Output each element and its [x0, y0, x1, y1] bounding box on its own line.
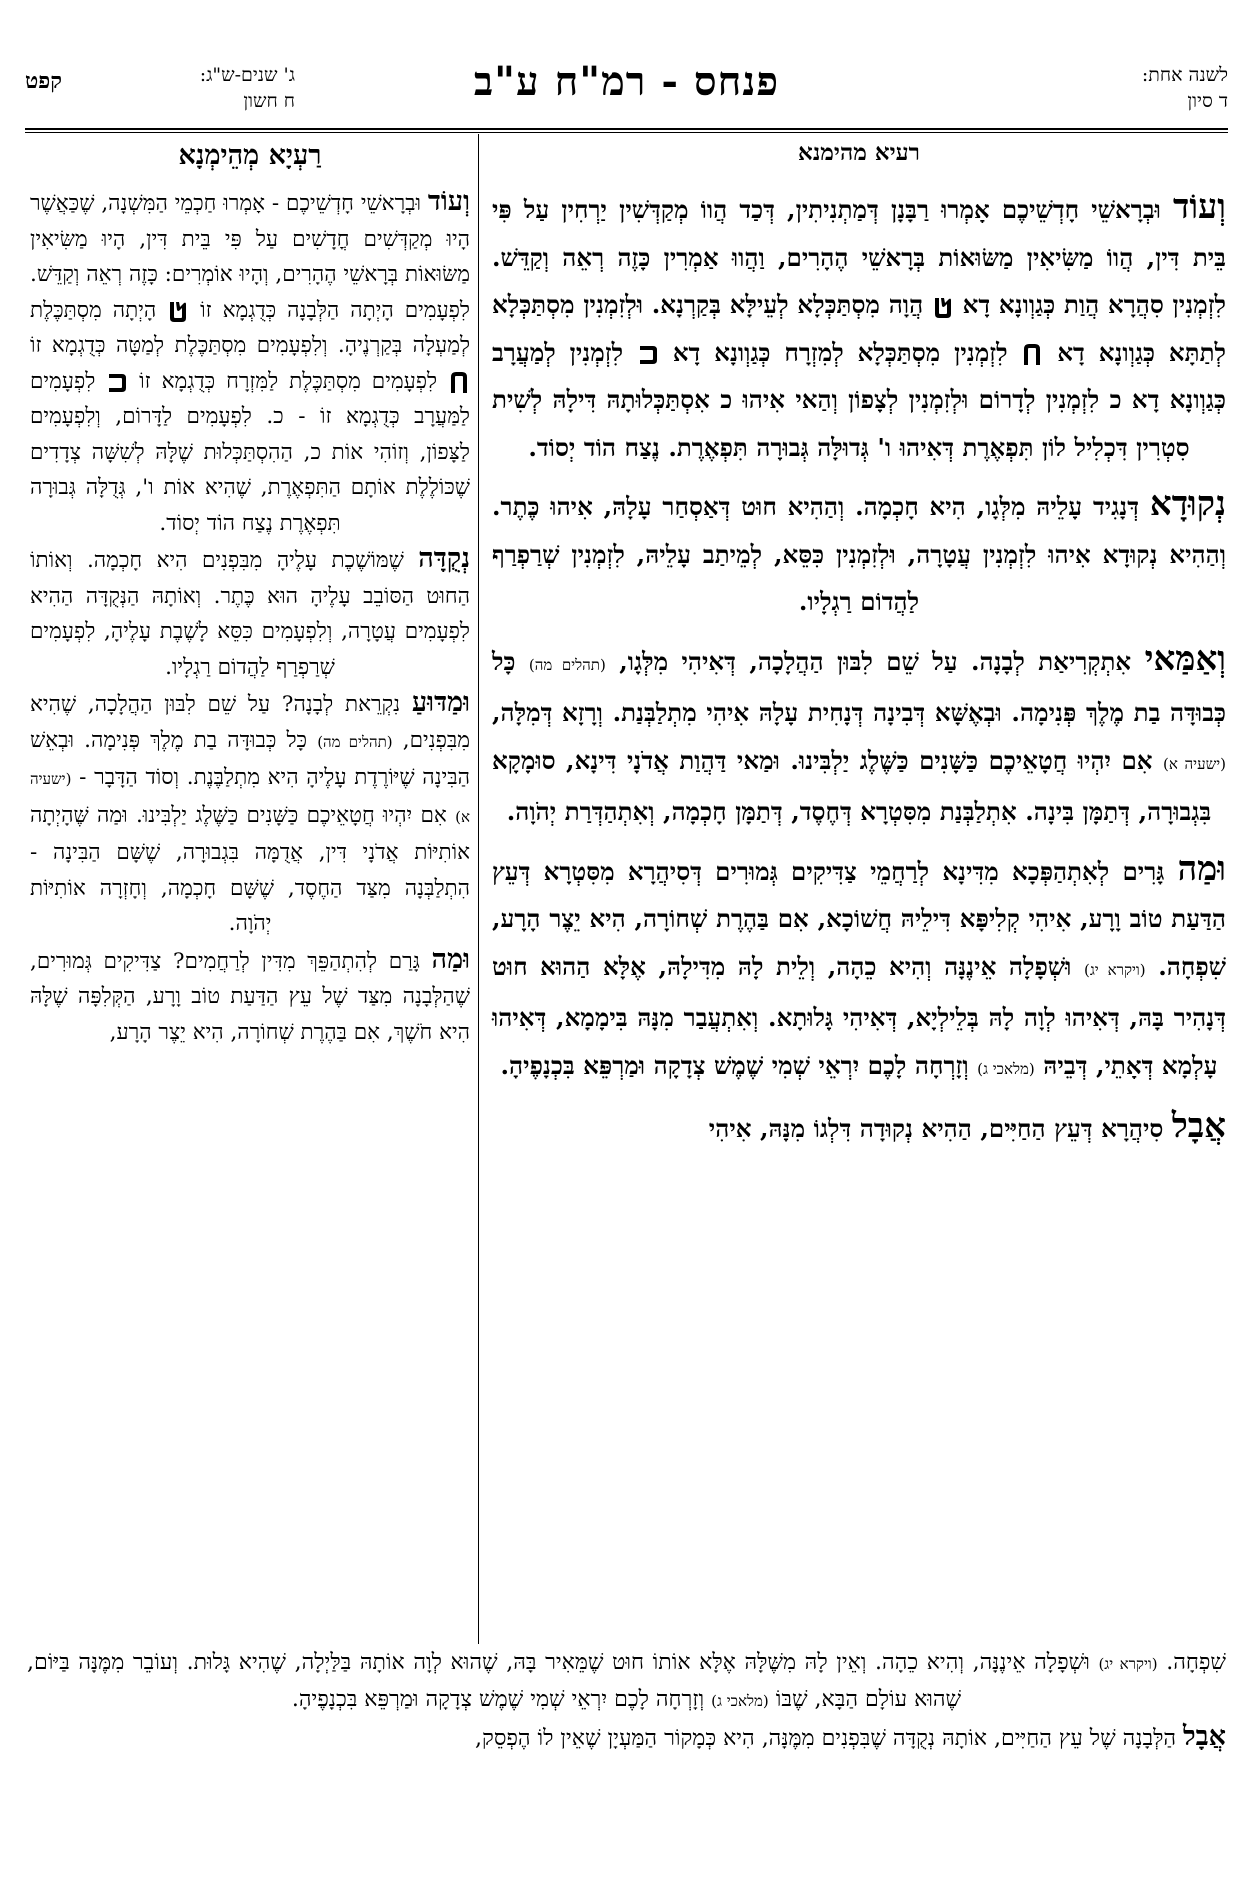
tet-letter-icon — [167, 298, 189, 324]
header-left-dates — [95, 62, 295, 114]
paragraph-nekuda-he — [30, 541, 470, 685]
text-run: אִם יִהְיוּ חֲטָאֵיכֶם כַּשָּׁנִים כַּשֶּׁלֶג יַלְבִּינוּ. וּמַה שֶּׁהָיְתָה אוֹתִיּוֹת אֲדֹנָי דִּין, אֲדֻמָּה בִּגְבוּרָה, שֶׁשָּׁם הַבִּינָה - הִתְלַבְּנָה מִצַּד הַחֶסֶד, שֶׁשָּׁם חָכְמָה, וְחָזְרָה אוֹתִיּוֹת יְהֹוָה. — [30, 802, 470, 936]
header-left-line2: ח חשון — [243, 90, 295, 112]
bottom-full-width-text — [27, 1645, 1226, 1757]
lead-word: וּמַה — [431, 943, 470, 975]
text-run: שֶׁמּוֹשֶׁכֶת עָלֶיהָ מִבִּפְנִים הִיא חָכְמָה. וְאוֹתוֹ הַחוּט הַסּוֹבֵב עָלֶיהָ הוּא כֶּתֶר. וְאוֹתָהּ הַנְּקֻדָּה הַהִיא לִפְעָמִים עֲטָרָה, וְלִפְעָמִים כִּסֵּא לָשֶׁבֶת עָלֶיהָ, לִפְעָמִים שְׁרַפְרַף לַהֲדוֹם רַגְלָיו. — [30, 548, 470, 680]
paragraph-umah — [492, 846, 1226, 1094]
text-run: לִפְעָמִים מִסְתַּכֶּלֶת לַמִּזְרָח כְּדֻגְמָא זוֹ — [139, 368, 448, 394]
paragraph-shifcha-he — [27, 1645, 1226, 1719]
text-run: הֲוָה מִסְתַּכְּלָא לְעֵילָּא בְּקַרְנָא. וּלְזִמְנִין מִסְתַּכְּלָא לְתַתָּא כְּגַוְונָא דָא — [492, 290, 1226, 367]
text-run: הָיְתָה מִסְתַּכֶּלֶת לְמַעְלָה בְּקַרְנֶיהָ. וְלִפְעָמִים מִסְתַּכֶּלֶת לְמַטָּה כְּדֻגְמָא זוֹ — [30, 297, 470, 358]
page-title: פנחס - רמ"ח ע"ב — [473, 58, 780, 105]
paragraph-umah-he — [30, 942, 470, 1051]
text-run: אִם יִהְיוּ חֲטָאֵיכֶם כַּשָּׁנִים כַּשֶּׁלֶג יַלְבִּינוּ. וּמַאי דַּהֲוַת אֲדֹנָי דִּינָא, סוּמָקָא בִּגְבוּרָה, דְּתַמָּן בִּינָה. אִתְלַבְּנַת מִסִּטְרָא דְּחֶסֶד, דְּתַמָּן חָכְמָה, וְאִתְהַדְּרַת יְהֹוָה. — [492, 745, 1212, 826]
header-rule — [25, 128, 1228, 130]
citation: (ישעיה א) — [1162, 754, 1226, 773]
header-left-line1: ג' שנים-ש"ג: — [199, 64, 295, 86]
text-run: לִפְעָמִים לַמַּעֲרָב כְּדֻגְמָא זוֹ - כ. לִפְעָמִים לַדָּרוֹם, וְלִפְעָמִים לַצָּפוֹן, וְזוֹהִי אוֹת כ, הַהִסְתַּכְּלוּת שֶׁלָּהּ לְשִׁשָּׁה צְדָדִים שֶׁכּוֹלֶלֶת אוֹתָם הַתִּפְאֶרֶת, שֶׁהִיא אוֹת ו', גְּדֻלָּה גְּבוּרָה תִּפְאֶרֶת נֶצַח הוֹד יְסוֹד. — [30, 368, 470, 536]
citation: (ויקרא יג) — [1098, 1655, 1158, 1673]
paragraph-aval — [492, 1103, 1226, 1153]
paragraph-veod — [492, 184, 1226, 471]
text-run: כָּל כְּבוּדָּה בַת מֶלֶךְ פְּנִימָה. וּבְאֶשָּׁא דְּבִינָה דְּנָחִית עָלָהּ אִיהִי מִתְלַבְּנַת. וְרָזָא דְּמִלָּה, — [492, 646, 1226, 727]
right-column-aramaic — [492, 136, 1226, 1163]
column-divider — [478, 134, 479, 1644]
right-column-heading: רעיא מהימנא — [798, 139, 920, 166]
text-run: אִתְקְרִיאַת לְבָנָה. עַל שֵׁם לִבּוּן הַהֲלָכָה, דְּאִיהִי מִלְּגָו, — [605, 646, 1145, 676]
citation: (תהלים מה) — [528, 655, 606, 674]
page-header — [25, 18, 1228, 128]
header-left-info — [25, 62, 295, 122]
header-rule-thin — [25, 132, 1228, 133]
citation: (ישעיה א) — [30, 770, 470, 826]
citation: (מלאכי ג) — [711, 1692, 769, 1710]
text-run: גָּרִים לְאִתְהַפְּכָא מִדִּינָא לְרַחֲמֵי צַדִּיקִים גְּמוּרִים דְּסִיהֲרָא מִסִּטְרָא דְּעֵץ הַדַּעַת טוֹב וָרָע, אִיהִי קְלִיפָּא דִּילֵיהּ חֲשׁוֹכָא, אִם בַּהֶרֶת שְׁחוֹרָה, הִיא יֵצֶר הָרָע, שִׁפְחָה. — [492, 856, 1226, 981]
chet-letter-icon — [448, 369, 470, 395]
lead-word: וְעוֹד — [1173, 187, 1226, 227]
citation: (תהלים מה) — [317, 732, 393, 751]
lead-word: אֲבָל — [1171, 1106, 1226, 1146]
kaf-letter-icon — [106, 369, 128, 395]
left-column-heading: רַעְיָא מְהֵימְנָא — [178, 140, 322, 171]
citation: (ויקרא יג) — [1084, 960, 1146, 979]
left-column-hebrew — [30, 136, 470, 1050]
citation: (מלאכי ג) — [977, 1059, 1035, 1078]
text-run: לִזְמְנִין לְמַעֲרָב כְּגַוְונָא דָא כ לִזְמְנִין לְדָרוֹם וּלְזִמְנִין לְצָפוֹן וְהַאי אִיהוּ כ אִסְתַּכְּלוּתָהּ דִּילָהּ לְשִׁית סִטְרִין דִּכְלִיל לוֹן תִּפְאֶרֶת דְּאִיהוּ ו' גְּדוּלָּה גְּבוּרָה תִּפְאֶרֶת. נֶצַח הוֹד יְסוֹד. — [492, 337, 1226, 462]
tet-letter-icon — [932, 294, 954, 320]
text-run: וּשְׁפָלָה אֵינֶנָּה, וְהִיא כֵהָה. וְאֵין לָהּ מִשֶּׁלָּהּ אֶלָּא אוֹתוֹ חוּט שֶׁמֵּאִיר בָּהּ, שֶׁהוּא לְוָה אוֹתָהּ בַּלַּיְלָה, שֶׁהִיא גָּלוּת. וְעוֹבֵר מִמֶּנָּה בַּיּוֹם, שֶׁהוּא עוֹלָם הַבָּא, שֶׁבּוֹ — [27, 1650, 1099, 1712]
text-run: דְּנָגִיד עָלֵיהּ מִלְּגָו, הִיא חָכְמָה. וְהַהִיא חוּט דְּאַסְחַר עָלָהּ, אִיהוּ כֶּתֶר. וְהַהִיא נְקוּדָא אִיהוּ לִזְמְנִין עֲטָרָה, וּלְזִמְנִין כִּסֵּא, לְמֵיתַב עָלֵיהּ, לִזְמְנִין שְׁרַפְרַף לַהֲדוֹם רַגְלָיו. — [492, 492, 1226, 616]
text-run: וְזָרְחָה לָכֶם יִרְאֵי שְׁמִי שֶׁמֶשׁ צְדָקָה וּמַרְפֵּא בִּכְנָפֶיהָ. — [291, 1687, 712, 1712]
lead-word: וּמַדּוּעַ — [411, 687, 470, 718]
lead-word: וּמַה — [1177, 848, 1226, 889]
header-right-line2: ד סיון — [1187, 90, 1228, 112]
text-run: וּבְרָאשֵׁי חָדְשֵׁיכֶם אָמְרוּ רַבָּנָן דְּמַתְנִיתִין, דְּכַד הֲווֹ מְקַדְּשִׁין יַרְחִין עַל פִּי בֵּית דִּין, הֲווֹ מַשִּׂיאִין מַשּׂוּאוֹת בְּרָאשֵׁי הֶהָרִים, וַהֲווּ אַמְרִין כָּזֶה רְאֵה וְקַדֵּשׁ. לִזְמְנִין סִהֲרָא הֲוַת כְּגַוְונָא דָא — [492, 195, 1226, 319]
lead-word: וְעוֹד — [427, 186, 470, 217]
paragraph-aval-he — [27, 1719, 1226, 1757]
page-number: קפט — [25, 68, 63, 94]
text-run: הַלְּבָנָה שֶׁל עֵץ הַחַיִּים, אוֹתָהּ נְקֻדָּה שֶׁבִּפְנִים מִמֶּנָּה, הִיא כְּמָקוֹר הַמַּעְיָן שֶׁאֵין לוֹ הֶפְסֵק, — [475, 1726, 1184, 1751]
header-right-line1: לשנה אחת: — [1141, 64, 1228, 86]
text-run: נִקְרֵאת לְבָנָה? עַל שֵׁם לִבּוּן הַהֲלָכָה, שֶׁהִיא מִבִּפְנִים, — [30, 692, 471, 753]
paragraph-veamai — [492, 636, 1226, 836]
lead-word: נְקוּדָא — [1149, 484, 1226, 524]
text-run: וּבְרָאשֵׁי חָדְשֵׁיכֶם - אָמְרוּ חַכְמֵי הַמִּשְׁנָה, שֶׁכַּאֲשֶׁר הָיוּ מְקַדְּשִׁים חֳדָשִׁים עַל פִּי בֵּית דִּין, הָיוּ מַשִּׂיאִין מַשּׂוּאוֹת בְּרָאשֵׁי הֶהָרִים, וְהָיוּ אוֹמְרִים: כָּזֶה רְאֵה וְקַדֵּשׁ. לִפְעָמִים הָיְתָה הַלְּבָנָה כְּדֻגְמָא זוֹ — [30, 191, 470, 323]
text-run: גָּרַם לְהִתְהַפֵּךְ מִדִּין לְרַחֲמִים? צַדִּיקִים גְּמוּרִים, שֶׁהַלְּבָנָה מִצַּד שֶׁל עֵץ הַדַּעַת טוֹב וָרָע, הַקְּלִפָּה שֶׁלָּהּ הִיא חֹשֶׁךְ, אִם בַּהֶרֶת שְׁחוֹרָה, הִיא יֵצֶר הָרָע, — [30, 948, 470, 1045]
kaf-letter-icon — [637, 341, 659, 367]
text-run: שִׁפְחָה. — [1157, 1650, 1226, 1675]
text-run: סִיהֲרָא דְּעֵץ הַחַיִּים, הַהִיא נְקוּדָה דִּלְגוֹ מִנָּהּ, אִיהִי — [708, 1114, 1172, 1143]
paragraph-umadua-he — [30, 685, 470, 942]
text-run: לִזְמְנִין מִסְתַּכְּלָא לְמִזְרָח כְּגַוְונָא דָא — [672, 337, 1022, 367]
chet-letter-icon — [1021, 341, 1043, 367]
lead-word: נְקֻדָּה — [418, 543, 470, 574]
lead-word: וְאַמַּאי — [1144, 638, 1226, 679]
text-run: וְזָרְחָה לָכֶם יִרְאֵי שְׁמִי שֶׁמֶשׁ צְדָקָה וּמַרְפֵּא בִּכְנָפֶיהָ. — [500, 1050, 978, 1080]
paragraph-nekuda — [492, 481, 1226, 626]
text-run: וּשְׁפָלָה אֵינֶנָּה וְהִיא כֵהָה, וְלֵית לָהּ מִדִּילָהּ, אֶלָּא הַהוּא חוּט דְּנָהִיר בָּהּ, דְּאִיהוּ לְוָה לָהּ בְּלֵילְיָא, דְּאִיהִי גָּלוּתָא. וְאִתְעֲבַר מִנָּהּ בִּימָמָא, דְּאִיהוּ עָלְמָא דְּאָתֵי, דְּבֵיהּ — [492, 951, 1226, 1080]
paragraph-veod-he — [30, 184, 470, 541]
lead-word: אֲבָל — [1183, 1721, 1226, 1752]
text-run: כָּל כְּבוּדָּה בַת מֶלֶךְ פְּנִימָה. וּבְאֵשׁ הַבִּינָה שֶׁיּוֹרֶדֶת עָלֶיהָ הִיא מִתְלַבֶּנֶת. וְסוֹד הַדָּבָר - — [30, 727, 470, 790]
